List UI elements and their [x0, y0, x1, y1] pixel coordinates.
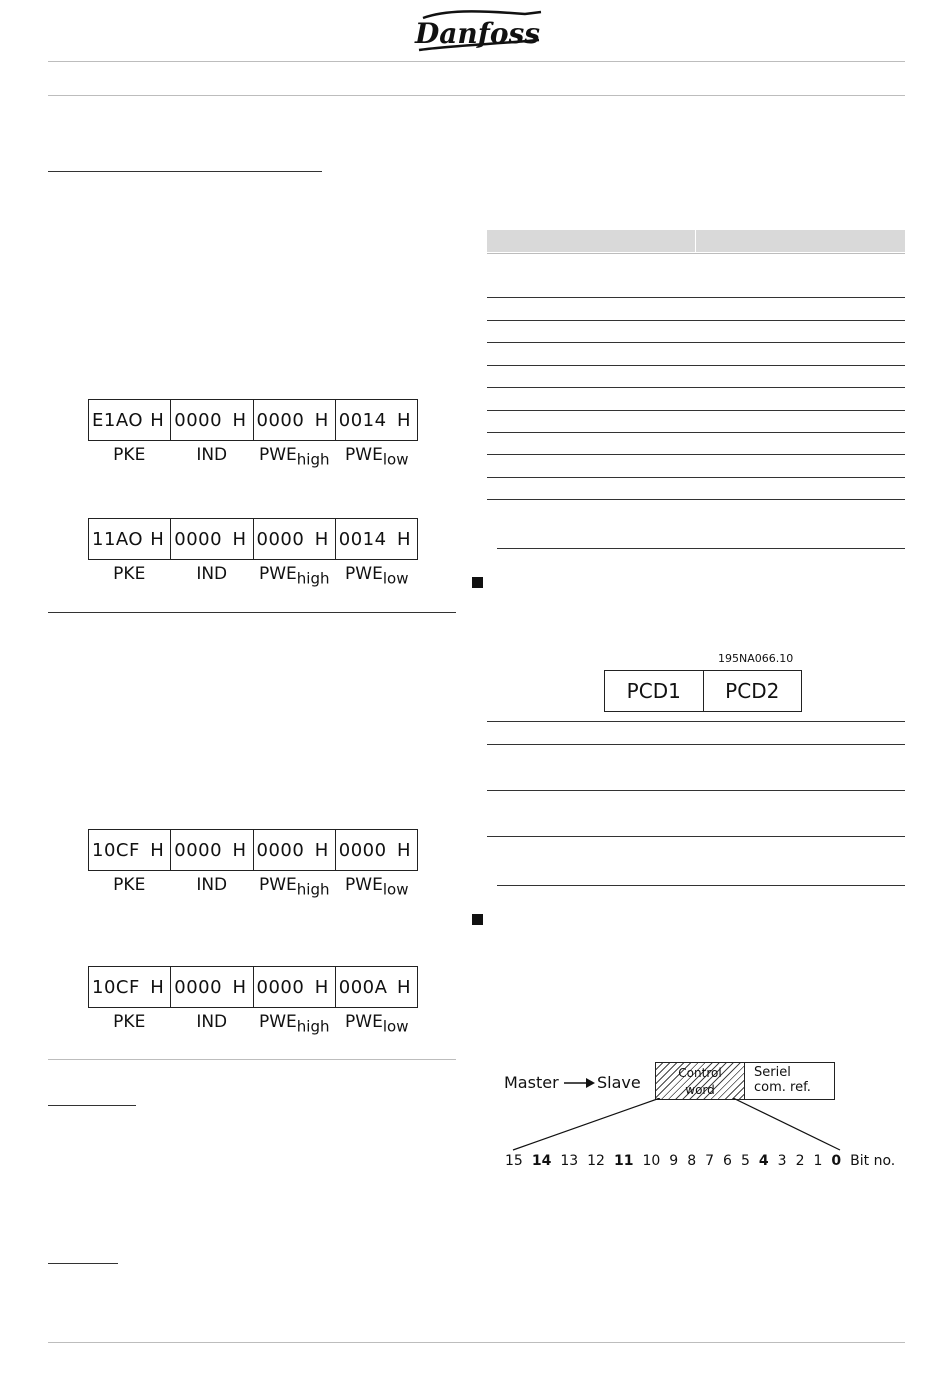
table-row-rule [487, 836, 905, 837]
pwe-high-field: 0000 H [253, 519, 335, 559]
bit-number-row [505, 1153, 895, 1169]
pwe-high-label: $PWE_{high}$ [258, 445, 330, 469]
table-row-rule [487, 387, 905, 388]
table-row-rule [487, 253, 905, 254]
table-row-rule [487, 499, 905, 500]
pke-field: 10CF H [92, 839, 165, 861]
bit-label: 2 [795, 1153, 805, 1169]
ind-label: IND [196, 564, 228, 584]
bit-label: 6 [723, 1153, 732, 1169]
bit-label: 11 [613, 1153, 634, 1169]
pwe-high-label: $PWE_{high}$ [258, 875, 330, 899]
pcd-block [604, 670, 802, 712]
serial-ref-field: Seriel com. ref. [754, 1065, 811, 1095]
pke-label: PKE [113, 564, 146, 584]
bit-label: 13 [560, 1153, 579, 1169]
master-label: Master [504, 1073, 559, 1092]
pwe-low-field: 0000 H [335, 830, 417, 870]
pwe-low-label: $PWE_{low}$ [345, 445, 409, 469]
table-row-rule [487, 297, 905, 298]
header-rule-top [48, 61, 905, 62]
control-word-frame [655, 1062, 835, 1100]
bit-no-label: Bit no. [850, 1153, 896, 1169]
danfoss-logo [405, 6, 547, 56]
ind-label: IND [196, 1012, 228, 1032]
slave-label: Slave [597, 1073, 641, 1092]
bit-label: 9 [669, 1153, 679, 1169]
table-row-rule [487, 721, 905, 722]
pwe-high-field: 0000 H [253, 400, 335, 440]
section-bullet-icon [472, 914, 483, 925]
pke-label: PKE [113, 445, 146, 465]
ind-field: 0000 H [170, 967, 252, 1007]
table-row-rule [487, 365, 905, 366]
pke-label: PKE [113, 1012, 146, 1032]
bit-expansion-lines [505, 1098, 850, 1154]
telegram-example-2 [88, 518, 418, 587]
bit-label: 0 [831, 1153, 842, 1169]
ind-field: 0000 H [170, 830, 252, 870]
section-divider [48, 612, 456, 613]
pke-field: 10CF H [92, 976, 165, 998]
arrow-right-icon [564, 1076, 596, 1090]
section-divider [48, 1059, 456, 1060]
table-header [487, 230, 905, 252]
section-underline [48, 171, 322, 172]
section-bullet-icon [472, 577, 483, 588]
table-row-rule [487, 432, 905, 433]
table-row-rule [487, 454, 905, 455]
table-row-rule [487, 744, 905, 745]
bit-label: 3 [777, 1153, 787, 1169]
pcd1-field: PCD1 [626, 679, 681, 703]
table-row-rule [487, 790, 905, 791]
ind-field: 0000 H [170, 519, 252, 559]
pke-field: 11AO H [92, 528, 165, 550]
footer-rule [48, 1342, 905, 1343]
pwe-low-label: $PWE_{low}$ [345, 875, 409, 899]
pwe-low-label: $PWE_{low}$ [345, 564, 409, 588]
ind-field: 0000 H [170, 400, 252, 440]
bit-label: 10 [642, 1153, 661, 1169]
pke-field: E1AO H [92, 409, 165, 431]
table-bottom-rule [497, 885, 905, 886]
subheading-underline [48, 1105, 136, 1106]
bit-label: 14 [531, 1153, 552, 1169]
pwe-high-field: 0000 H [253, 967, 335, 1007]
pwe-high-label: $PWE_{high}$ [258, 1012, 330, 1036]
subheading-underline [48, 1263, 118, 1264]
pke-label: PKE [113, 875, 146, 895]
bit-label: 15 [505, 1153, 523, 1169]
pwe-low-field: 0014 H [335, 519, 417, 559]
table-row-rule [487, 477, 905, 478]
pwe-low-field: 000A H [335, 967, 417, 1007]
pwe-low-field: 0014 H [335, 400, 417, 440]
bit-label: 12 [587, 1153, 605, 1169]
pwe-low-label: $PWE_{low}$ [345, 1012, 409, 1036]
table-bottom-rule [497, 548, 905, 549]
table-row-rule [487, 342, 905, 343]
table-row-rule [487, 410, 905, 411]
control-word-field: Control word [656, 1063, 745, 1099]
svg-text:Danfoss: Danfoss [415, 17, 541, 50]
bit-label: 4 [758, 1153, 769, 1169]
figure-code: 195NA066.10 [718, 652, 794, 665]
telegram-example-1 [88, 399, 418, 468]
header-rule-bottom [48, 95, 905, 96]
bit-label: 7 [705, 1153, 715, 1169]
pwe-high-field: 0000 H [253, 830, 335, 870]
telegram-example-4 [88, 966, 418, 1035]
telegram-example-3 [88, 829, 418, 898]
bit-label: 5 [740, 1153, 750, 1169]
pwe-high-label: $PWE_{high}$ [258, 564, 330, 588]
bit-label: 8 [687, 1153, 697, 1169]
ind-label: IND [196, 445, 228, 465]
bit-label: 1 [813, 1153, 823, 1169]
ind-label: IND [196, 875, 228, 895]
table-row-rule [487, 320, 905, 321]
pcd2-field: PCD2 [703, 671, 802, 711]
